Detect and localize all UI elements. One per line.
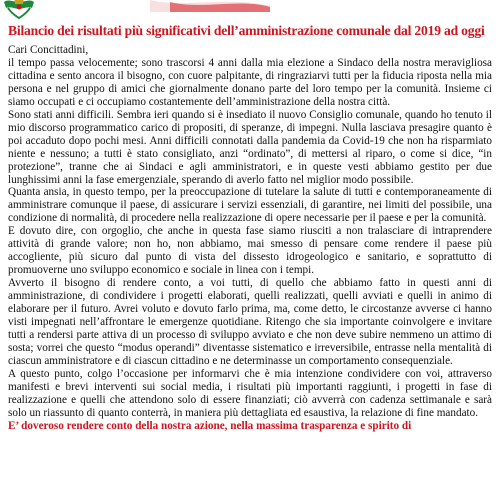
header-band — [0, 0, 500, 22]
coat-of-arms-icon — [2, 0, 36, 20]
letter-paragraph: Avverto il bisogno di rendere conto, a voi tutti, di quello che abbiamo fatto in questi anni di amministrazione, di condividere i progetti elaborati, quelli realizzati, quelli avviati e quelli in animo di elaborare per il futuro. Avrei voluto e dovuto farlo prima, ma, come detto, le circostanze avverse ci hanno visti impegnati nell’affrontare le emergenze quotidiane. Ritengo che sia importante coinvolgere e invitare tutti a rendersi parte attiva di un processo di sviluppo avviato e che non deve subire nemmeno un attimo di sosta; vorrei che questo “modus operandi” diventasse sistematico e irreversibile, entrasse nella mentalità di ciascun amministratore e di ciascun cittadino e ne determinasse un comportamento consequenziale. — [8, 277, 492, 367]
letter-paragraph: il tempo passa velocemente; sono trascorsi 4 anni dalla mia elezione a Sindaco della nostra meravigliosa cittadina e sento ancora il bisogno, con cuore palpitante, di ringraziarvi tutti per la fiducia riposta nella mia persona e nel gruppo di amici che giornalmente donano parte del loro tempo per la comunità. Insieme ci siamo occupati e ci occupiamo costantemente dell’amministrazione della nostra città. — [8, 56, 492, 108]
letter-paragraph: E dovuto dire, con orgoglio, che anche in questa fase siamo riusciti a non tralasciare di intraprendere attività di grande valore; non ho, non abbiamo, mai smesso di pensare come rendere il paese più accogliente, più sicuro dal punto di vista del dissesto idrogeologico e sanitario, e soprattutto di promuoverne uno sviluppo economico e sociale in linea con i tempi. — [8, 225, 492, 277]
closing-highlight: E’ doveroso rendere conto della nostra azione, nella massima trasparenza e spirito di — [8, 419, 412, 432]
letter-paragraph: Quanta ansia, in questo tempo, per la preoccupazione di tutelare la salute di tutti e contemporaneamente di amministrare comunque il paese, di assicurare i servizi essenziali, di garantire, nei limiti del possibile, una condizione di normalità, di procedere nella realizzazione di opere necessarie per il paese e per la comunità. — [8, 186, 492, 225]
letter-paragraph: Sono stati anni difficili. Sembra ieri quando si è insediato il nuovo Consiglio comunale, quando ho tenuto il mio discorso programmatico carico di propositi, di speranze, di impegni. Nulla lasciava presagire quanto è poi accaduto dopo pochi mesi. Anni difficili connotati dalla pandemia da Covid-19 che non ha risparmiato niente e nessuno; a tutti è stato consigliato, anzi “ordinato”, di mettersi al riparo, o come si dice, “in protezione”, tranne che ai Sindaci e agli amministratori, e in queste vesti abbiamo gestito per due lunghissimi anni la fase emergenziale, sperando di averlo fatto nel miglior modo possibile. — [8, 108, 492, 186]
letter-body — [8, 44, 492, 433]
letter-paragraph: A questo punto, colgo l’occasione per informarvi che è mia intenzione condividere con voi, attraverso manifesti e brevi interventi sui social media, i risultati più importanti raggiunti, i progetti in fase di realizzazione e quelli che attendono solo di essere finanziati; ciò avverrà con cadenza settimanale e sarà solo un riassunto di quanto conterrà, in maniera più dettagliata ed esaustiva, la relazione di fine mandato. — [8, 367, 492, 419]
italian-flag-icon — [150, 0, 270, 12]
page-title: Bilancio dei risultati più significativi dell’amministrazione comunale dal 2019 ad oggi — [8, 23, 485, 38]
salutation: Cari Concittadini, — [8, 44, 89, 56]
